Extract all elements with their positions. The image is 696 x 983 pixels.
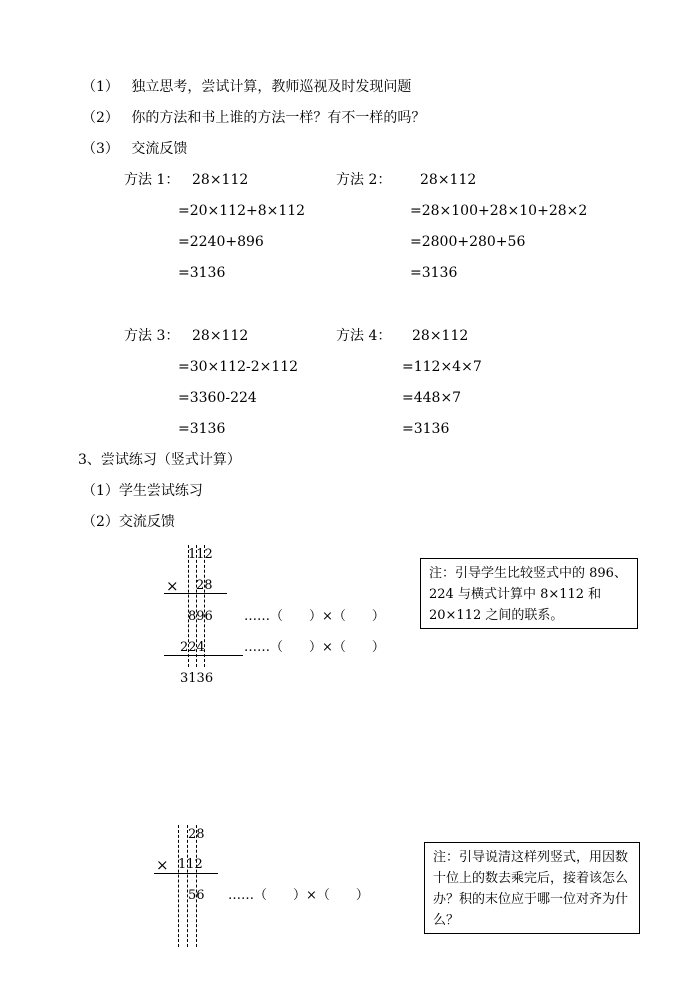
section-3-heading: 3、尝试练习（竖式计算） [78,452,241,468]
note-box-1: 注：引导学生比较竖式中的 896、224 与横式计算中 8×112 和 20×112 之间的联系。 [420,558,638,629]
section-3-sub-1: （1）学生尝试练习 [82,483,203,499]
method-2-label: 方法 2： [336,172,392,188]
section-3-sub-2: （2）交流反馈 [82,514,175,530]
multiplier: 28 [196,578,213,593]
method-1-label: 方法 1： [124,172,180,188]
step-2-text: 你的方法和书上谁的方法一样？有不一样的吗？ [131,110,426,126]
step-2-number: （2） [82,110,119,126]
method-1-result: =3136 [178,265,226,281]
step-2 [82,109,425,127]
step-1-text: 独立思考，尝试计算，教师巡视及时发现问题 [131,79,412,95]
step-3-number: （3） [82,141,119,157]
partial-product-2: 224 [180,640,205,655]
rule-line [164,593,227,594]
method-3-step-1: =30×112-2×112 [178,359,299,375]
method-1-expression: 28×112 [192,172,249,188]
method-4-result: =3136 [402,421,450,437]
method-1-step-2: =2240+896 [178,234,264,250]
step-3 [82,140,187,158]
step-1 [82,78,411,96]
method-3-expression: 28×112 [192,328,249,344]
note-box-2: 注：引导说清这样列竖式，用因数十位上的数去乘完后，接着该怎么办？积的末位应于哪一位对齐为什么？ [424,842,640,934]
method-4-step-2: =448×7 [402,390,462,406]
multiplicand: 112 [188,547,213,562]
times-sign: × [156,856,169,874]
method-4-expression: 28×112 [412,328,469,344]
product-result: 3136 [180,671,214,686]
method-4-label: 方法 4： [336,328,392,344]
rule-line [154,873,218,874]
method-2-result: =3136 [410,265,458,281]
method-2-expression: 28×112 [420,172,477,188]
times-sign: × [166,577,179,595]
fill-blank-1[interactable]: ……（ ）×（ ） [244,609,385,624]
method-2-step-2: =2800+280+56 [410,234,526,250]
fill-blank-2[interactable]: ……（ ）×（ ） [244,640,385,655]
multiplicand: 28 [188,827,205,842]
guide-line [178,825,179,947]
rule-line [164,655,243,656]
method-4-step-1: =112×4×7 [402,359,482,375]
method-3-step-2: =3360-224 [178,390,257,406]
method-2-step-1: =28×100+28×10+28×2 [410,203,588,219]
step-3-text: 交流反馈 [131,141,188,157]
method-1-step-1: =20×112+8×112 [178,203,306,219]
partial-product-1: 56 [188,888,205,903]
method-3-label: 方法 3： [124,328,180,344]
fill-blank-1[interactable]: ……（ ）×（ ） [228,888,369,903]
step-1-number: （1） [82,79,119,95]
multiplier: 112 [178,857,203,872]
partial-product-1: 896 [188,609,213,624]
method-3-result: =3136 [178,421,226,437]
